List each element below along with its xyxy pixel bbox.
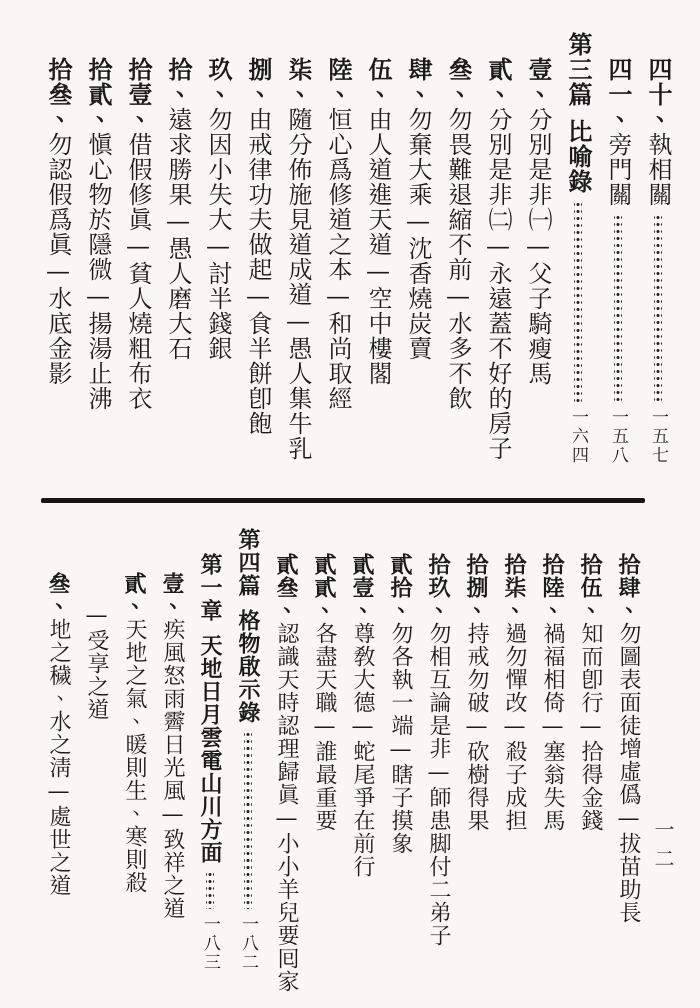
entry-title: 各盡天職—誰最重要 xyxy=(312,622,337,832)
toc-entry-column xyxy=(38,32,78,465)
entry-title: 勿各執一端—瞎子摸象 xyxy=(388,622,413,855)
entry-title: 天地日月雲電山川方面 xyxy=(197,634,223,864)
entry-ordinal: 叄、 xyxy=(45,572,71,618)
heading-gap xyxy=(191,622,229,634)
entry-title: 遠求勝果—愚人磨大石 xyxy=(164,107,192,361)
entry-title: 恒心爲修道之本—和尚取經 xyxy=(324,107,352,411)
entry-title: 尊敎大德—蛇尾爭在前行 xyxy=(350,622,375,878)
toc-entry-column xyxy=(571,528,609,972)
section-heading-column xyxy=(558,32,598,465)
entry-title: 勿認假爲眞—水底金影 xyxy=(44,132,72,386)
entry-title: 禍福相倚—塞翁失馬 xyxy=(540,622,565,832)
entry-ordinal: 貳叄、 xyxy=(273,553,299,622)
heading-gap xyxy=(558,107,598,119)
entry-page-number: 一六四 xyxy=(568,408,588,465)
entry-page-number: 一八三 xyxy=(200,915,220,972)
toc-entry-column xyxy=(533,528,571,972)
toc-entry-column xyxy=(381,528,419,972)
toc-entry-column xyxy=(419,528,457,972)
entry-title: 比喻錄 xyxy=(564,119,593,194)
toc-entry-column xyxy=(238,32,278,465)
toc-entry-column xyxy=(158,32,198,465)
entry-ordinal: 拾陸、 xyxy=(539,553,565,622)
entry-ordinal: 貳壹、 xyxy=(349,553,375,622)
toc-entry-column xyxy=(457,528,495,972)
entry-page-number: 一五八 xyxy=(608,408,628,465)
entry-title: 由人道進天道—空中樓閣 xyxy=(364,107,392,386)
entry-ordinal: 拾貳、 xyxy=(84,57,113,132)
entry-ordinal: 捌、 xyxy=(244,57,273,107)
entry-title: 持戒勿破—砍樹得果 xyxy=(464,622,489,832)
entry-ordinal: 伍、 xyxy=(364,57,393,107)
entry-ordinal: 第四篇 xyxy=(235,528,261,597)
entry-ordinal: 四一、 xyxy=(604,57,633,132)
entry-ordinal: 陸、 xyxy=(324,57,353,107)
entry-title: 過勿憚改—殺子成担 xyxy=(502,622,527,832)
entry-ordinal: 玖、 xyxy=(204,57,233,107)
toc-entry-column xyxy=(495,528,533,972)
dotted-leader xyxy=(206,871,214,909)
entry-ordinal: 拾壹、 xyxy=(124,57,153,132)
entry-ordinal: 四十、 xyxy=(644,57,673,132)
entry-title: 分別是非㈠—父子騎瘦馬 xyxy=(524,107,552,386)
dotted-leader xyxy=(614,214,622,402)
entry-title: 隨分佈施見道成道—愚人集牛乳 xyxy=(284,107,312,461)
entry-ordinal: 貳拾、 xyxy=(387,553,413,622)
entry-ordinal: 拾肆、 xyxy=(615,553,641,622)
entry-title: 執相關 xyxy=(644,132,672,207)
entry-title: 勿因小失大—討半錢銀 xyxy=(204,107,232,361)
toc-top-section xyxy=(38,32,678,465)
toc-entry-column xyxy=(398,32,438,465)
toc-entry-column xyxy=(638,32,678,465)
toc-entry-column xyxy=(478,32,518,465)
entry-ordinal: 第一章 xyxy=(197,553,223,622)
entry-title: 由戒律功夫做起—食半餅卽飽 xyxy=(244,107,272,436)
section-heading-column xyxy=(229,528,267,972)
entry-title: 分別是非㈡—永遠蓋不好的房子 xyxy=(484,107,512,461)
toc-entry-column xyxy=(267,528,305,993)
entry-ordinal: 貳、 xyxy=(121,572,147,618)
entry-title: 天地之氣、暖則生、寒則殺 xyxy=(122,618,147,894)
entry-title: 勿畏難退縮不前—水多不飲 xyxy=(444,107,472,411)
toc-entry-column xyxy=(438,32,478,465)
toc-entry-column xyxy=(305,528,343,972)
toc-entry-column xyxy=(77,528,115,972)
toc-bottom-section xyxy=(39,528,647,993)
entry-title: 旁門關 xyxy=(604,132,632,207)
heading-gap xyxy=(229,597,267,609)
entry-page-number: 一五七 xyxy=(648,408,668,465)
entry-ordinal: 拾、 xyxy=(164,57,193,107)
section-heading-column xyxy=(191,528,229,972)
toc-entry-column xyxy=(358,32,398,465)
folio-page-number: 一二 xyxy=(651,819,675,877)
entry-title: 勿圖表面徒增虛僞—拔苗助長 xyxy=(616,622,641,924)
dotted-leader xyxy=(654,214,662,402)
toc-entry-column xyxy=(318,32,358,465)
entry-title: 愼心物於隱微—揚湯止沸 xyxy=(84,132,112,411)
entry-ordinal: 貳貳、 xyxy=(311,553,337,622)
toc-entry-column xyxy=(198,32,238,465)
entry-ordinal: 拾玖、 xyxy=(425,553,451,622)
entry-title: 疾風怒雨霽日光風—致祥之道 xyxy=(160,618,185,920)
entry-title: 借假修眞—貧人燒粗布衣 xyxy=(124,132,152,411)
entry-ordinal: 壹、 xyxy=(524,57,553,107)
entry-ordinal: 拾叄、 xyxy=(44,57,73,132)
dotted-leader xyxy=(244,731,252,909)
entry-ordinal: 貳、 xyxy=(484,57,513,107)
dotted-leader xyxy=(574,201,582,402)
toc-entry-column xyxy=(78,32,118,465)
entry-ordinal: 肆、 xyxy=(404,57,433,107)
entry-page-number: 一八二 xyxy=(238,915,258,972)
section-divider xyxy=(41,498,645,503)
entry-title: 認識天時認理歸眞—小小羊兒要囘家 xyxy=(274,622,299,993)
entry-title: 勿相互論是非—師患脚付二弟子 xyxy=(426,622,451,947)
entry-ordinal: 拾伍、 xyxy=(577,553,603,622)
toc-entry-column xyxy=(278,32,318,465)
toc-entry-column xyxy=(343,528,381,972)
entry-title: 知而卽行—拾得金錢 xyxy=(578,622,603,832)
entry-title: 地之穢、水之淸—處世之道 xyxy=(46,618,71,897)
entry-title: —受享之道 xyxy=(84,603,109,721)
toc-entry-column xyxy=(115,528,153,972)
entry-ordinal: 第三篇 xyxy=(564,32,593,107)
toc-entry-column xyxy=(518,32,558,465)
entry-ordinal: 叄、 xyxy=(444,57,473,107)
toc-entry-column xyxy=(153,528,191,972)
entry-title: 勿棄大乘—沈香燒炭賣 xyxy=(404,107,432,361)
entry-title: 格物啟示錄 xyxy=(235,609,261,724)
entry-ordinal: 壹、 xyxy=(159,572,185,618)
toc-entry-column xyxy=(609,528,647,972)
toc-entry-column xyxy=(39,528,77,972)
entry-ordinal: 拾捌、 xyxy=(463,553,489,622)
entry-ordinal: 柒、 xyxy=(284,57,313,107)
toc-entry-column xyxy=(598,32,638,465)
toc-entry-column xyxy=(118,32,158,465)
entry-ordinal: 拾柒、 xyxy=(501,553,527,622)
